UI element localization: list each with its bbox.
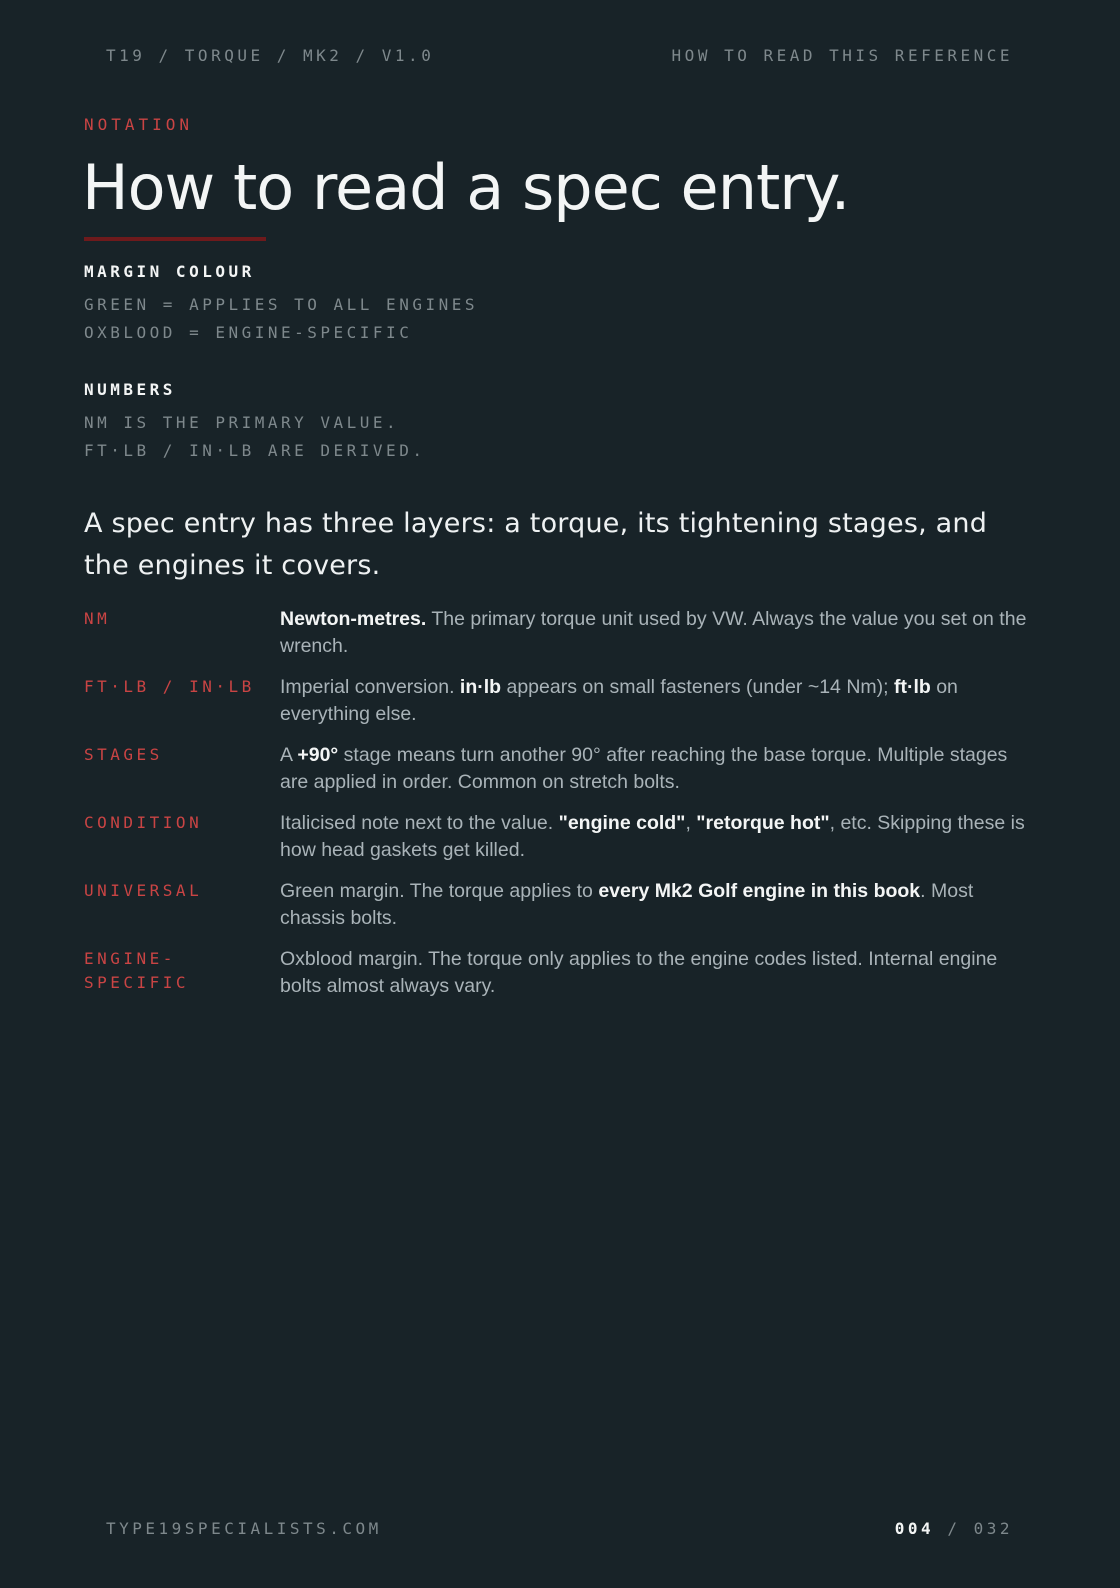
page-number	[895, 1519, 1013, 1538]
definition-row	[84, 674, 1040, 728]
definition-description	[280, 946, 1040, 1000]
legend-line: OXBLOOD = ENGINE-SPECIFIC	[84, 323, 413, 342]
definition-emphasis: ft·lb	[893, 676, 931, 698]
definition-term: STAGES	[84, 745, 163, 764]
definition-text: Green margin. The torque applies to	[280, 880, 599, 902]
definition-emphasis: +90°	[297, 744, 339, 766]
definition-row	[84, 946, 1040, 1000]
definition-term: ENGINE-SPECIFIC	[84, 949, 190, 992]
title-underline	[84, 237, 266, 241]
definition-text: stage means turn another 90° after reaching the base torque. Multiple stages are applied in order. Common on stretch bolts.	[280, 744, 1008, 793]
definition-emphasis: "engine cold"	[558, 812, 686, 834]
definition-term: FT·LB / IN·LB	[84, 677, 255, 696]
page-separator: /	[934, 1519, 974, 1538]
definition-row	[84, 742, 1040, 796]
lede-paragraph: A spec entry has three layers: a torque, its tightening stages, and the engines it covers.	[84, 508, 988, 581]
definition-row	[84, 878, 1040, 932]
definition-text: Italicised note next to the value.	[280, 812, 559, 834]
definition-emphasis: in·lb	[459, 676, 502, 698]
definition-description	[280, 742, 1040, 796]
footer-site: TYPE19SPECIALISTS.COM	[106, 1519, 382, 1538]
legend-heading: MARGIN COLOUR	[84, 262, 255, 281]
definition-text: , etc. Skipping these is how head gaskets get killed.	[280, 812, 1025, 861]
definition-text: The primary torque unit used by VW. Always the value you set on the wrench.	[280, 608, 1027, 657]
definition-emphasis: every Mk2 Golf engine in this book	[598, 880, 921, 902]
legend-heading: NUMBERS	[84, 380, 176, 399]
definition-description	[280, 674, 1040, 728]
page-current: 004	[894, 1519, 935, 1538]
definition-emphasis: "retorque hot"	[696, 812, 830, 834]
definition-text: on everything else.	[280, 676, 958, 725]
definition-text: appears on small fasteners (under ~14 Nm);	[501, 676, 894, 698]
page-total: 032	[973, 1519, 1013, 1538]
legend-line: GREEN = APPLIES TO ALL ENGINES	[84, 295, 478, 314]
page-kicker: NOTATION	[84, 115, 194, 134]
breadcrumb: T19 / TORQUE / MK2 / V1.0	[106, 46, 435, 65]
definition-text: Imperial conversion.	[280, 676, 460, 698]
definition-term: UNIVERSAL	[84, 881, 203, 900]
definition-text: . Most chassis bolts.	[280, 880, 974, 929]
definition-description	[280, 810, 1040, 864]
definition-emphasis: Newton-metres.	[280, 608, 427, 630]
legend-line: NM IS THE PRIMARY VALUE.	[84, 413, 400, 432]
section-label: HOW TO READ THIS REFERENCE	[671, 46, 1013, 65]
definition-row	[84, 810, 1040, 864]
definition-text: A	[280, 744, 298, 766]
definition-term: NM	[84, 609, 111, 628]
legend-numbers	[84, 380, 644, 465]
definition-row	[84, 606, 1040, 660]
definition-description	[280, 606, 1040, 660]
definition-text: Oxblood margin. The torque only applies to the engine codes listed. Internal engine bolts almost always vary.	[280, 948, 998, 997]
legend-line: FT·LB / IN·LB ARE DERIVED.	[84, 441, 426, 460]
definition-list	[84, 606, 1040, 1014]
definition-text: ,	[685, 812, 697, 834]
page-title: How to read a spec entry.	[82, 151, 850, 224]
legend-margin-colour	[84, 262, 644, 347]
definition-term: CONDITION	[84, 813, 203, 832]
definition-description	[280, 878, 1040, 932]
